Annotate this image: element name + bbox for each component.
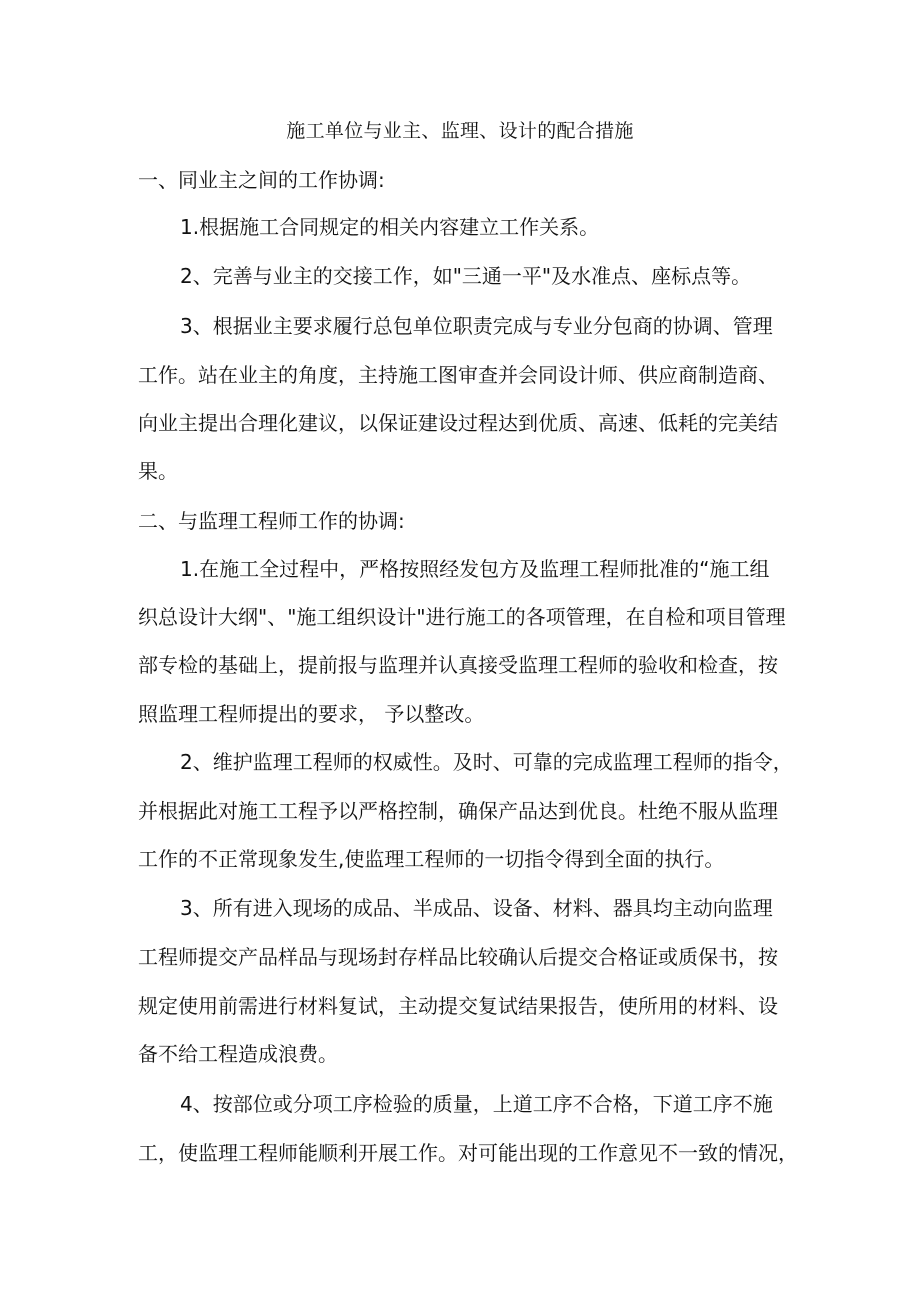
paragraph-line: 部专检的基础上，提前报与监理并认真接受监理工程师的验收和检查，按 [138, 653, 778, 677]
paragraph-line: 规定使用前需进行材料复试，主动提交复试结果报告，使所用的材料、设 [138, 994, 778, 1018]
paragraph-line: 1.在施工全过程中，严格按照经发包方及监理工程师批准的“施工组 [180, 557, 770, 581]
paragraph-line: 工作。站在业主的角度，主持施工图审查并会同设计师、供应商制造商、 [138, 363, 778, 387]
paragraph-line: 工作的不正常现象发生,使监理工程师的一切指令得到全面的执行。 [138, 847, 725, 871]
paragraph-line: 2、完善与业主的交接工作，如"三通一平"及水准点、座标点等。 [180, 264, 752, 288]
section-heading-2: 二、与监理工程师工作的协调: [138, 509, 405, 533]
paragraph-line: 工，使监理工程师能顺利开展工作。对可能出现的工作意见不一致的情况， [138, 1141, 798, 1165]
document-title: 施工单位与业主、监理、设计的配合措施 [286, 120, 634, 142]
paragraph-line: 备不给工程造成浪费。 [138, 1042, 338, 1066]
paragraph-line: 1.根据施工合同规定的相关内容建立工作关系。 [180, 215, 600, 239]
paragraph-line: 并根据此对施工工程予以严格控制，确保产品达到优良。杜绝不服从监理 [138, 799, 778, 823]
paragraph-line: 3、所有进入现场的成品、半成品、设备、材料、器具均主动向监理 [180, 896, 773, 920]
paragraph-line: 织总设计大纲"、"施工组织设计"进行施工的各项管理，在自检和项目管理 [138, 605, 786, 629]
paragraph-line: 果。 [138, 459, 178, 483]
paragraph-line: 工程师提交产品样品与现场封存样品比较确认后提交合格证或质保书，按 [138, 945, 778, 969]
paragraph-line: 向业主提出合理化建议，以保证建设过程达到优质、高速、低耗的完美结 [138, 411, 778, 435]
section-heading-1: 一、同业主之间的工作协调: [138, 168, 385, 192]
paragraph-line: 3、根据业主要求履行总包单位职责完成与专业分包商的协调、管理 [180, 314, 773, 338]
paragraph-line: 2、维护监理工程师的权威性。及时、可靠的完成监理工程师的指令， [180, 750, 793, 774]
paragraph-line: 4、按部位或分项工序检验的质量，上道工序不合格，下道工序不施 [180, 1092, 773, 1116]
paragraph-line: 照监理工程师提出的要求， 予以整改。 [138, 702, 485, 726]
